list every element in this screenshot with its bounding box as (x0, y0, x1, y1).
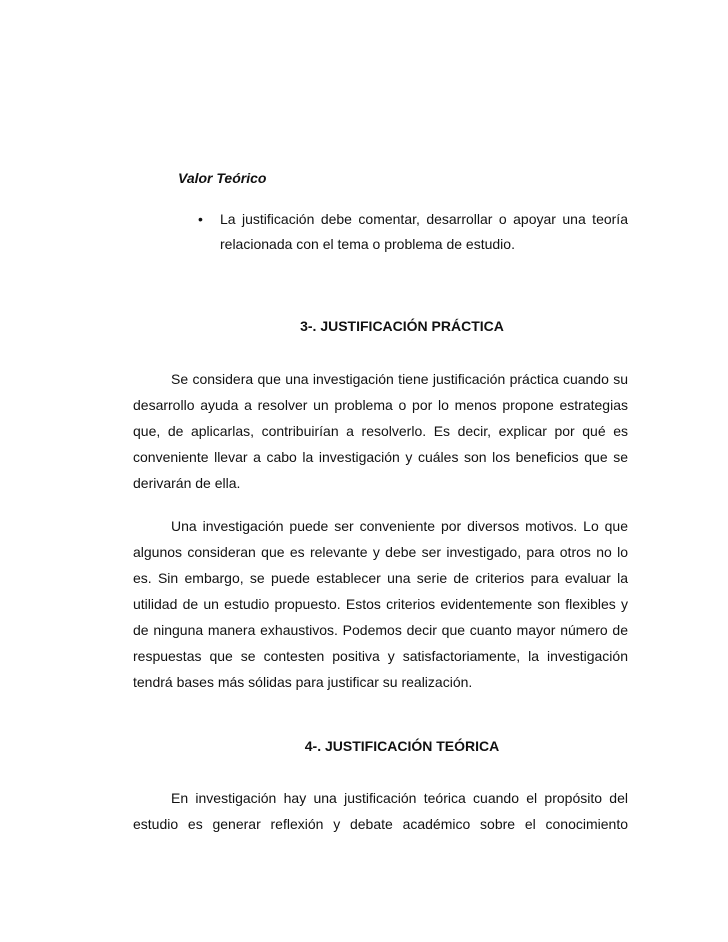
bullet-text: La justificación debe comentar, desarrollar o apoyar una teoría relacionada con el tema o problema de estudio. (220, 211, 628, 252)
paragraph-practica-2: Una investigación puede ser conveniente por diversos motivos. Lo que algunos consideran que es relevante y debe ser investigado, para otros no lo es. Sin embargo, se puede establecer una serie de criterios para evaluar la utilidad de un estudio propuesto. Estos criterios evidentemente son flexibles y de ninguna manera exhaustivos. Podemos decir que cuanto mayor número de respuestas que se contesten positiva y satisfactoriamente, la investigación tendrá bases más sólidas para justificar su realización. (133, 518, 628, 690)
paragraph-teorica-1: En investigación hay una justificación teórica cuando el propósito del estudio es generar reflexión y debate académico sobre el conocimiento (133, 790, 628, 832)
valor-teorico-heading: Valor Teórico (178, 170, 267, 186)
paragraph-practica-1: Se considera que una investigación tiene justificación práctica cuando su desarrollo ayuda a resolver un problema o por lo menos propone estrategias que, de aplicarlas, contribuirían a resolverlo. Es decir, explicar por qué es conveniente llevar a cabo la investigación y cuáles son los beneficios que se derivarán de ella. (133, 371, 628, 491)
bullet-icon: • (198, 211, 203, 227)
section-title-justificacion-practica: 3-. JUSTIFICACIÓN PRÁCTICA (300, 318, 504, 334)
bullet-list-item (198, 207, 628, 257)
section-title-justificacion-teorica: 4-. JUSTIFICACIÓN TEÓRICA (304, 738, 500, 754)
